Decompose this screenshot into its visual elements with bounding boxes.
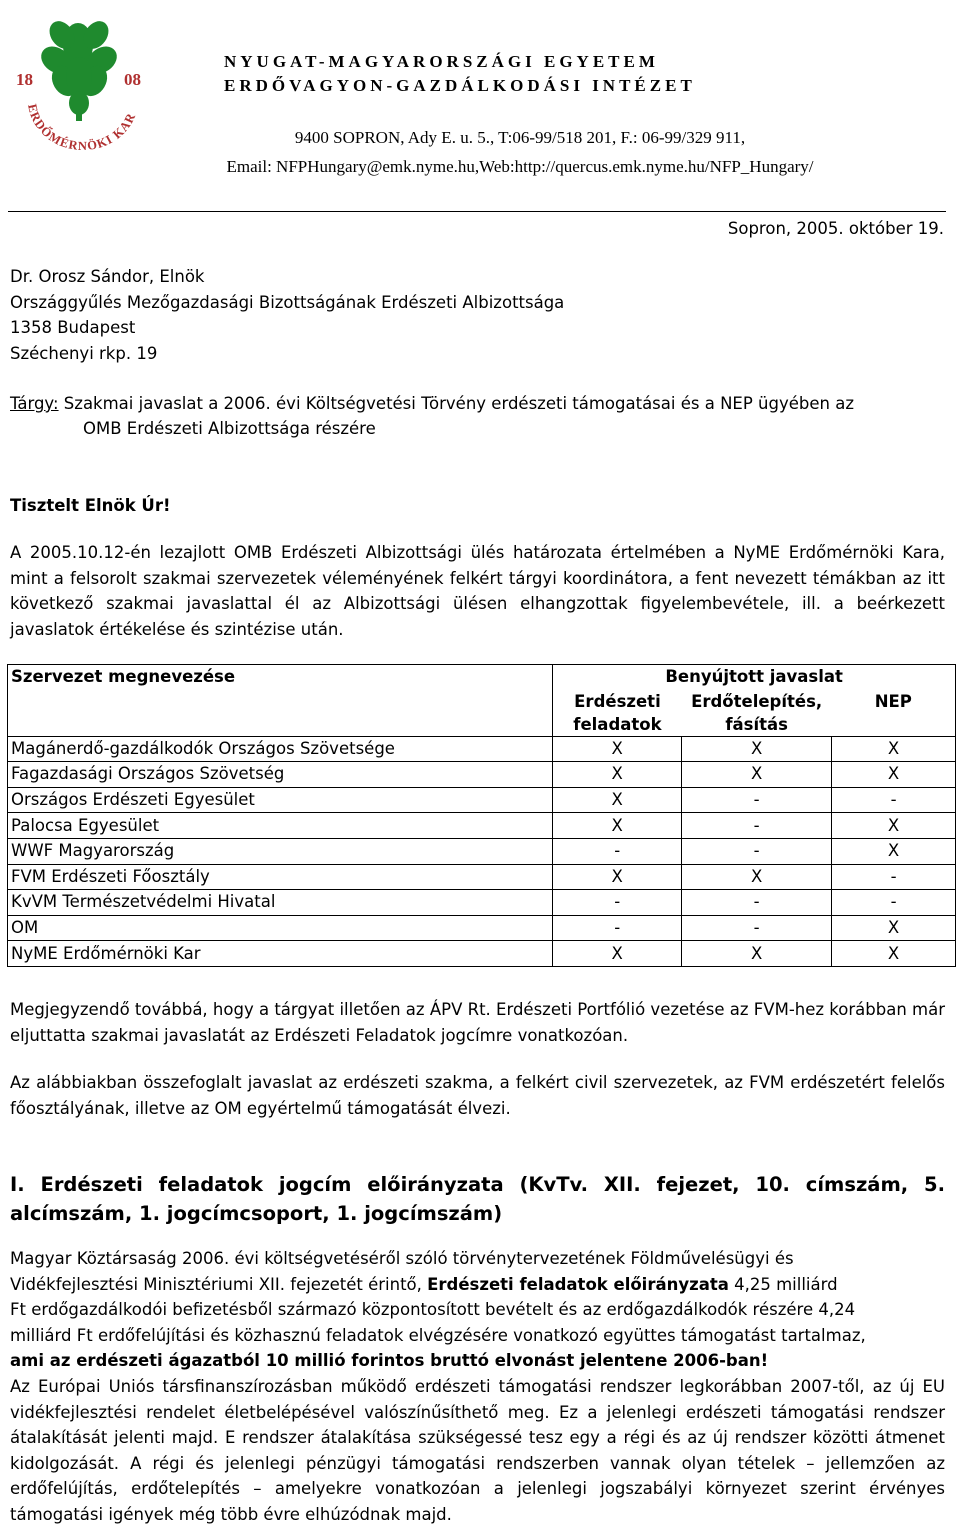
cell-forestry: X	[553, 864, 682, 890]
cell-forestry: X	[553, 941, 682, 967]
cell-nep: X	[832, 838, 956, 864]
cell-afforestation: -	[682, 890, 832, 916]
recipient-city: 1358 Budapest	[10, 318, 136, 337]
cell-afforestation: -	[682, 787, 832, 813]
date-line: Sopron, 2005. október 19.	[727, 219, 944, 238]
org-name: Palocsa Egyesület	[8, 813, 553, 839]
cell-nep: X	[832, 941, 956, 967]
recipient-name: Dr. Orosz Sándor, Elnök	[10, 267, 205, 286]
org-column-header: Szervezet megnevezése	[8, 665, 553, 737]
note-paragraph: Megjegyzendő továbbá, hogy a tárgyat illetően az ÁPV Rt. Erdészeti Portfólió vezetése az FVM-hez korábban már eljuttatta szakmai javaslatát az Erdészeti Feladatok jogcímre vonatkozóan.	[10, 1000, 945, 1045]
institute-name: ERDŐVAGYON-GAZDÁLKODÁSI INTÉZET	[224, 76, 696, 95]
proposal-column-header: Benyújtott javaslat	[553, 665, 956, 690]
body-line: Vidékfejlesztési Minisztériumi XII. fejezetét érintő, Erdészeti feladatok előirányzata 4,25 milliárd	[10, 1275, 838, 1294]
summary-paragraph: Az alábbiakban összefoglalt javaslat az erdészeti szakma, a felkért civil szervezetek, az FVM erdészetért felelős főosztályának, illetve az OM egyértelmű támogatását élvezi.	[10, 1073, 945, 1118]
org-name: Magánerdő-gazdálkodók Országos Szövetsége	[8, 736, 553, 762]
subject-line	[10, 394, 854, 413]
cell-forestry: X	[553, 813, 682, 839]
table-row	[8, 838, 956, 864]
cell-nep: -	[832, 787, 956, 813]
table-row	[8, 813, 956, 839]
cell-nep: X	[832, 813, 956, 839]
table-row	[8, 941, 956, 967]
cell-afforestation: -	[682, 838, 832, 864]
org-name: OM	[8, 915, 553, 941]
org-name: Országos Erdészeti Egyesület	[8, 787, 553, 813]
cell-afforestation: X	[682, 864, 832, 890]
cell-nep: -	[832, 890, 956, 916]
cell-forestry: -	[553, 838, 682, 864]
recipient-street: Széchenyi rkp. 19	[10, 344, 158, 363]
table-row	[8, 736, 956, 762]
intro-paragraph: A 2005.10.12-én lezajlott OMB Erdészeti Albizottsági ülés határozata értelmében a NyME Erdőmérnöki Kara, mint a felsorolt szakmai szervezetek véleményének felkért tárgyi koordinátora, a fent nevezett témákban az itt következő szakmai javaslattal él az Albizottsági ülésen elhangzottak figyelembevétele, ill. a beérkezett javaslatok értékelése és szintézise után.	[10, 543, 945, 639]
org-name: WWF Magyarország	[8, 838, 553, 864]
subject-text: Szakmai javaslat a 2006. évi Költségvetési Törvény erdészeti támogatásai és a NEP ügyében az	[58, 394, 854, 413]
header-divider	[8, 211, 946, 212]
proposal-table	[7, 664, 956, 967]
cell-nep: -	[832, 864, 956, 890]
cell-afforestation: X	[682, 941, 832, 967]
body-line: milliárd Ft erdőfelújítási és közhasznú feladatok elvégzésére vonatkozó együttes támogatást tartalmaz,	[10, 1326, 866, 1345]
table-row	[8, 864, 956, 890]
recipient-body: Országgyűlés Mezőgazdasági Bizottságának Erdészeti Albizottsága	[10, 293, 565, 312]
table-row	[8, 890, 956, 916]
logo-year-right: 08	[124, 70, 141, 89]
org-name: NyME Erdőmérnöki Kar	[8, 941, 553, 967]
highlight-statement: ami az erdészeti ágazatból 10 millió forintos bruttó elvonást jelentene 2006-ban!	[10, 1351, 769, 1370]
table-row	[8, 915, 956, 941]
cell-nep: X	[832, 762, 956, 788]
section-heading: I. Erdészeti feladatok jogcím előirányzata (KvTv. XII. fejezet, 10. címszám, 5. alcímszám, 1. jogcímcsoport, 1. jogcímszám)	[10, 1173, 945, 1225]
logo-year-left: 18	[16, 70, 33, 89]
org-name: KvVM Természetvédelmi Hivatal	[8, 890, 553, 916]
body-line: Magyar Köztársaság 2006. évi költségvetéséről szóló törvénytervezetének Földművelésügyi és	[10, 1249, 794, 1268]
subject-label: Tárgy:	[10, 394, 59, 413]
table-row	[8, 787, 956, 813]
institution-name: NYUGAT-MAGYARORSZÁGI EGYETEM	[224, 52, 659, 71]
oak-leaf-icon	[36, 16, 122, 121]
col-forestry-tasks: Erdészeti feladatok	[553, 690, 682, 737]
cell-afforestation: -	[682, 813, 832, 839]
contact-line: Email: NFPHungary@emk.nyme.hu,Web:http://quercus.emk.nyme.hu/NFP_Hungary/	[226, 157, 814, 176]
cell-afforestation: X	[682, 736, 832, 762]
appropriation-name: Erdészeti feladatok előirányzata	[427, 1275, 729, 1294]
org-name: Fagazdasági Országos Szövetség	[8, 762, 553, 788]
cell-nep: X	[832, 736, 956, 762]
cell-forestry: X	[553, 787, 682, 813]
subject-continuation: OMB Erdészeti Albizottsága részére	[83, 419, 376, 438]
cell-afforestation: X	[682, 762, 832, 788]
cell-forestry: -	[553, 915, 682, 941]
org-name: FVM Erdészeti Főosztály	[8, 864, 553, 890]
eu-paragraph: Az Európai Uniós társfinanszírozásban működő erdészeti támogatási rendszer legkorábban 2007-től, az új EU vidékfejlesztési rendelet életbelépésével valószínűsíthető meg. Ez a jelenlegi erdészeti támogatási rendszer átalakítását jelenti majd. E rendszer átalakítása szükségessé tesz egy a régi és az új rendszer közötti átmenet kidolgozását. A régi és jelenlegi pénzügyi támogatási rendszerben vannak olyan tételek – jellemzően az erdőfelújítás, erdőtelepítés – amelyekre vonatkozóan a jelenlegi jogszabályi környezet szerint érvényes támogatási igények még több évre elhúzódnak majd.	[10, 1377, 945, 1524]
cell-forestry: X	[553, 736, 682, 762]
salutation: Tisztelt Elnök Úr!	[10, 496, 171, 515]
col-afforestation: Erdőtelepítés, fásítás	[682, 690, 832, 737]
body-line: Ft erdőgazdálkodói befizetésből származó központosított bevételt és az erdőgazdálkodók részére 4,24	[10, 1300, 856, 1319]
address-line: 9400 SOPRON, Ady E. u. 5., T:06-99/518 201, F.: 06-99/329 911,	[294, 128, 746, 147]
university-logo	[10, 5, 160, 165]
cell-afforestation: -	[682, 915, 832, 941]
cell-nep: X	[832, 915, 956, 941]
cell-forestry: X	[553, 762, 682, 788]
logo-ring-text: ERDŐMÉRNÖKI KAR	[25, 102, 139, 154]
col-nep: NEP	[832, 690, 956, 737]
cell-forestry: -	[553, 890, 682, 916]
table-row	[8, 762, 956, 788]
